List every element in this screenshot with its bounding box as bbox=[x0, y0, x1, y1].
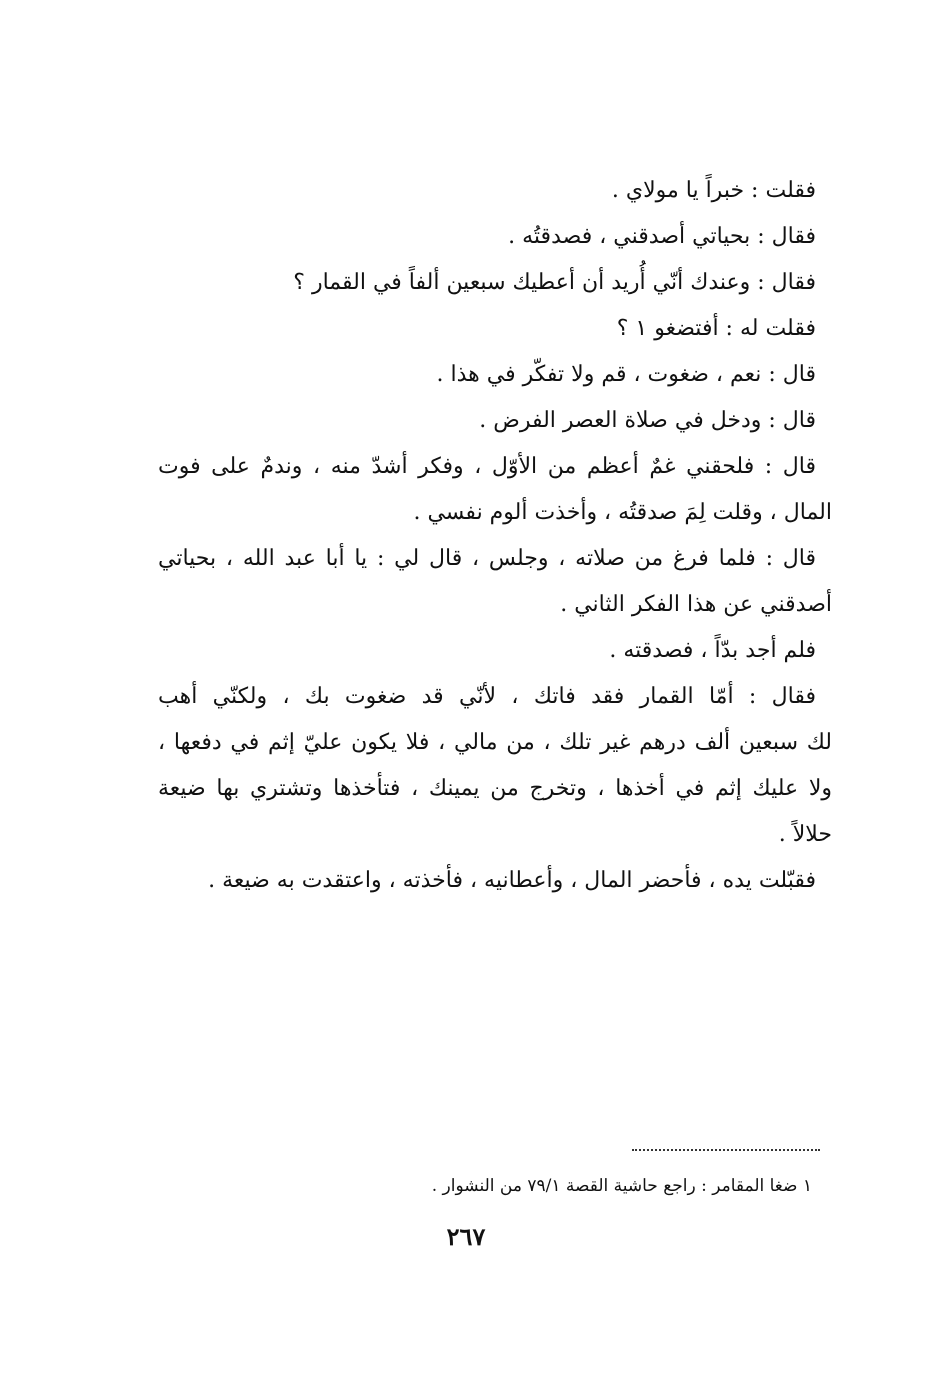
text-line-1: فقلت : خبراً يا مولاي . bbox=[611, 178, 816, 203]
page-number: ٢٦٧ bbox=[446, 1222, 486, 1251]
text-line-7: قال : فلحقني غمٌ أعظم من الأوّل ، وفكر أشدّ منه ، وندمٌ على فوت bbox=[158, 454, 816, 479]
text-line-16: فقبّلت يده ، فأحضر المال ، وأعطانيه ، فأخذته ، واعتقدت به ضيعة . bbox=[208, 868, 816, 893]
text-line-13: لك سبعين ألف درهم غير تلك ، من مالي ، فلا يكون عليّ إثم في دفعها ، bbox=[158, 730, 832, 755]
footnote: ١ ضغا المقامر : راجع حاشية القصة ٧٩/١ من النشوار . bbox=[431, 1176, 812, 1196]
main-text bbox=[158, 168, 832, 904]
text-line-4: فقلت له : أفتضغو ١ ؟ bbox=[616, 316, 816, 341]
text-line-15: حلالاً . bbox=[778, 822, 832, 847]
text-line-5: قال : نعم ، ضغوت ، قم ولا تفكّر في هذا . bbox=[436, 362, 816, 387]
text-line-6: قال : ودخل في صلاة العصر الفرض . bbox=[479, 408, 816, 433]
text-line-3: فقال : وعندك أنّي أُريد أن أعطيك سبعين ألفاً في القمار ؟ bbox=[293, 270, 816, 295]
text-line-11: فلم أجد بدّاً ، فصدقته . bbox=[609, 638, 816, 663]
text-line-12: فقال : أمّا القمار فقد فاتك ، لأنّي قد ضغوت بك ، ولكنّي أهب bbox=[158, 684, 816, 709]
text-line-9: قال : فلما فرغ من صلاته ، وجلس ، قال لي : يا أبا عبد الله ، بحياتي bbox=[158, 546, 816, 571]
footnote-divider bbox=[632, 1149, 820, 1151]
text-line-2: فقال : بحياتي أصدقني ، فصدقتُه . bbox=[508, 224, 816, 249]
text-line-14: ولا عليك إثم في أخذها ، وتخرج من يمينك ، فتأخذها وتشتري بها ضيعة bbox=[158, 776, 832, 801]
text-line-8: المال ، وقلت لِمَ صدقتُه ، وأخذت ألوم نفسي . bbox=[413, 500, 832, 525]
text-line-10: أصدقني عن هذا الفكر الثاني . bbox=[560, 592, 832, 617]
